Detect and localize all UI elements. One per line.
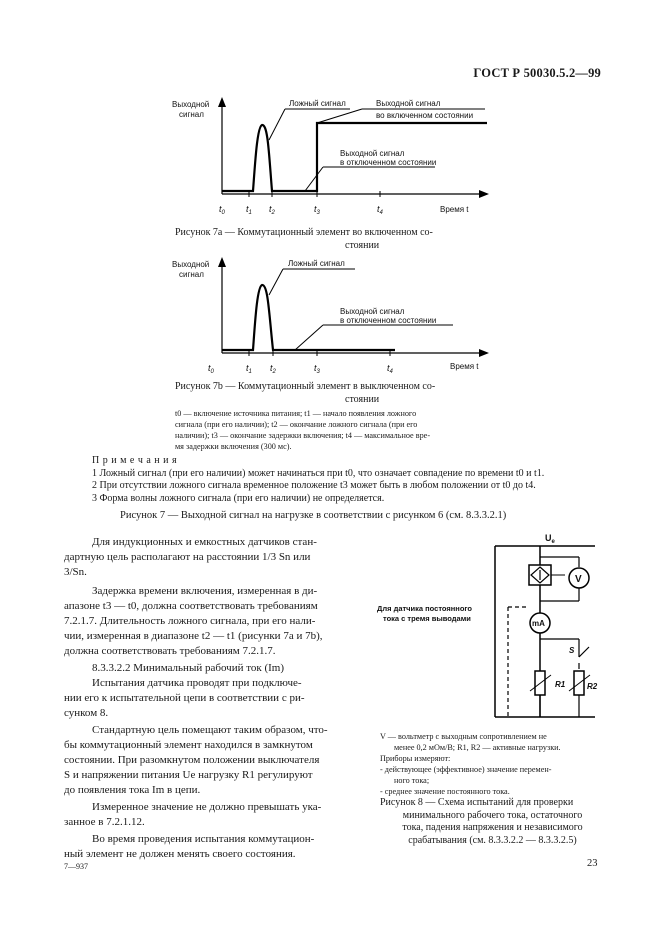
note-3: 3 Форма волны ложного сигнала (при его наличии) не определяется. — [92, 492, 385, 504]
svg-text:t0: $t_0$ — [219, 204, 225, 216]
figure-7b-graph — [165, 255, 495, 375]
svg-text:t4: $t_4$ — [387, 363, 393, 375]
svg-text:t1: $t_1$ — [246, 363, 252, 375]
fig8-r1-label: R1 — [555, 680, 566, 689]
fig7b-x-arrow — [479, 349, 489, 357]
svg-text:сигнал: сигнал — [179, 110, 204, 119]
fig7a-annot-on-1: Выходной сигнал — [376, 99, 441, 108]
svg-text:t1: $t_1$ — [246, 204, 252, 216]
notes-heading: П р и м е ч а н и я — [92, 455, 178, 466]
figure-8-caption: Рисунок 8 — Схема испытаний для проверки минимального рабочего тока, остаточного тока, падения напряжения и независимого срабатывания (см. 8.3.3.2.2 — 8.3.3.2.5) — [380, 797, 583, 846]
fig7b-off-leader — [295, 325, 323, 350]
fig7a-x-label: Время t — [440, 205, 469, 214]
figure-7a-caption: Рисунок 7а — Коммутационный элемент во включенном со- стоянии — [175, 227, 433, 251]
fig7a-off-leader — [305, 167, 323, 191]
figure-7-notes — [92, 455, 612, 505]
page-number: 23 — [587, 858, 598, 869]
fig7a-annot-on-2: во включенном состоянии — [376, 111, 474, 120]
svg-text:t2: $t_2$ — [270, 363, 276, 375]
fig8-r2-label: R2 — [587, 682, 598, 691]
figure-7b-caption: Рисунок 7b — Коммутационный элемент в выключенном со- стоянии — [175, 381, 436, 405]
fig7a-x-arrow — [479, 190, 489, 198]
svg-text:сигнал: сигнал — [179, 270, 204, 279]
svg-text:t3: $t_3$ — [314, 204, 320, 216]
fig8-ma-label: mA — [532, 619, 545, 628]
fig7b-annot-off-1: Выходной сигнал — [340, 307, 405, 316]
note-2: 2 При отсутствии ложного сигнала временное положение t3 может быть в любом положении от t0 до t4. — [92, 480, 536, 491]
figure-7a-graph — [165, 95, 495, 220]
body-text: Для индукционных и емкостных датчиков стан- дартную цель располагают на расстоянии 1/3 Sn или 3/Sn. Задержка времени включения, измеренная в ди- апазоне t3 — t0, должна соответствовать требованиям 7.2.1.7. Длительность ложного сигнала, при его нали- чии, измеренная в диапазоне t2 — t1 (рисунки 7а и 7b), должна соответствовать требованиям 7.2.1.7. 8.3.3.2.2 Минимальный рабочий ток (Im) Испытания датчика проводят при подключе- нии его к испытательной цепи в соответствии с ри- сунком 8. Стандартную цель помещают таким образом, что- бы коммутационный элемент находился в замкнутом состоянии. При разомкнутом положении выключателя S и напряжении питания Ue нагрузку R1 регулируют до появления тока Im в цепи. Измеренное значение не должно превышать ука- занное в 7.2.1.12. Во время проведения испытания коммутацион- ный элемент не должен менять своего состояния. — [64, 536, 328, 860]
fig8-dc-label-1: Для датчика постоянного — [377, 604, 473, 613]
svg-text:t0: $t_0$ — [208, 363, 214, 375]
fig7b-x-label: Время t — [450, 362, 479, 371]
fig7b-annot-off-2: в отключенном состоянии — [340, 316, 437, 325]
figure-7-legend: t0 — включение источника питания; t1 — начало появления ложного сигнала (при его наличии); t2 — окончание ложного сигнала (при его наличии); t3 — окончание задержки включения; t4 — максимальное вре- мя задержки включения (300 мс). — [175, 409, 431, 451]
svg-text:t2: $t_2$ — [269, 204, 275, 216]
figure-7-caption: Рисунок 7 — Выходной сигнал на нагрузке в соответствии с рисунком 6 (см. 8.3.3.2.1) — [120, 510, 507, 521]
fig8-switch — [579, 647, 589, 657]
fig8-v-label: V — [575, 574, 582, 585]
fig8-s-label: S — [569, 646, 575, 655]
fig7a-annot-false: Ложный сигнал — [289, 99, 346, 108]
fig7a-y-label: Выходной — [172, 100, 210, 109]
figure-8-legend: V — вольтметр с выходным сопротивлением не менее 0,2 мОм/В; R1, R2 — активные нагрузки. Приборы измеряют: - действующее (эффективное) значение перемен- ного тока; - среднее значение постоянного тока. — [380, 732, 561, 796]
svg-text:t4: $t_4$ — [377, 204, 383, 216]
fig7a-y-arrow — [218, 97, 226, 107]
fig7a-ticks — [219, 191, 384, 216]
note-1: 1 Ложный сигнал (при его наличии) может начинаться при t0, что означает совпадение по времени t0 и t1. — [92, 467, 545, 479]
fig7b-y-label: Выходной — [172, 260, 210, 269]
footer-print-code: 7—937 — [64, 862, 88, 871]
fig7b-false-leader — [269, 269, 283, 295]
fig7a-false-leader — [269, 109, 285, 140]
fig7a-on-leader — [317, 109, 362, 123]
fig8-ue-label: $U_e$ — [545, 533, 555, 545]
fig7b-ticks — [208, 350, 394, 375]
fig8-dc-label-2: тока с тремя выводами — [383, 614, 471, 623]
figure-8-circuit — [375, 527, 610, 727]
standard-header: ГОСТ Р 50030.5.2—99 — [473, 66, 601, 80]
fig7b-y-arrow — [218, 257, 226, 267]
svg-text:t3: $t_3$ — [314, 363, 320, 375]
fig7a-annot-off-1: Выходной сигнал — [340, 149, 405, 158]
fig7a-annot-off-2: в отключенном состоянии — [340, 158, 437, 167]
fig7b-annot-false: Ложный сигнал — [288, 259, 345, 268]
